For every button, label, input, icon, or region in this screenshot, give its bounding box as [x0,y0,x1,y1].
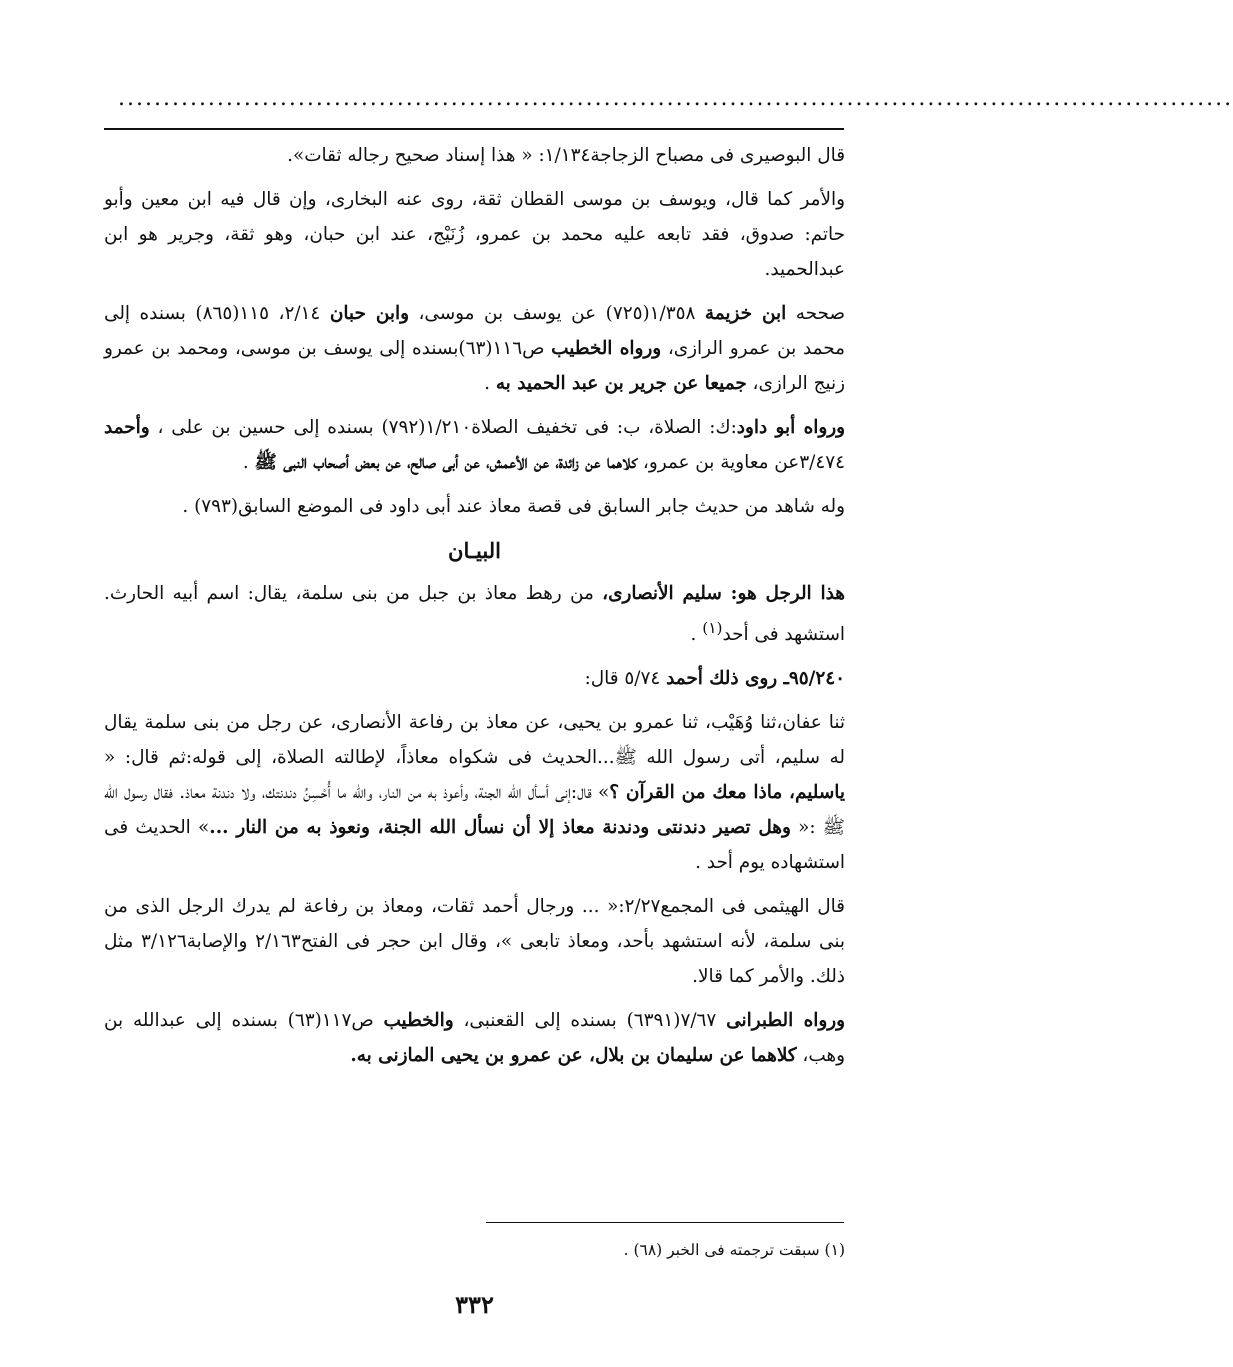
text-run: . [690,624,703,646]
text-run: من رهط معاذ بن جبل من بنى سلمة، يقال: اسم أبيه الحارث. استشهد فى أحد [104,583,845,646]
header-rule [104,128,844,130]
text-run: » الحديث فى استشهاده يوم أحد . [104,817,845,874]
paragraph [104,889,845,994]
section-title: البيـان [448,538,501,563]
text-run: ١/٣٥٨(٧٢٥) عن يوسف بن موسى، [409,303,705,324]
text-run: . [242,452,255,473]
bold-text: ورواه الخطيب [551,338,662,359]
paragraph [104,182,845,287]
paragraph [104,296,845,401]
text-run: والأمر كما قال، ويوسف بن موسى القطان ثقة، روى عنه البخارى، وإن قال فيه ابن معين وأبو حاتم: صدوق، فقد تابعه عليه محمد بن عمرو، زُنَيْج، عند ابن حبان، وهو ثقة، وجرير هو ابن عبدالحميد. [104,189,845,280]
text-run: ص١١٦(٦٣)بسنده إلى يوسف بن موسى، ومحمد بن عمرو زنيج الرازى، [104,338,845,394]
bold-text: ورواه الطبرانى [726,1010,845,1032]
paragraph [104,410,845,480]
bold-text: ياسليم، ماذا معك من القرآن ؟ [609,782,845,804]
bold-text: والخطيب [383,1010,454,1032]
text-run: :ك: الصلاة، ب: فى تخفيف الصلاة١/٢١٠(٧٩٢) بسنده إلى حسين بن على ، [149,417,737,438]
bold-text: كلاهما عن سليمان بن بلال، عن عمرو بن يحيى المازنى به. [350,1045,797,1067]
text-run: ٥/٧٤ قال: [584,668,667,690]
busiri-quote: قال البوصيرى فى مصباح الزجاجة١/١٣٤: « هذا إسناد صحيح رجاله ثقات». [287,145,845,166]
text-run: ص١١٧(٦٣) بسنده إلى عبدالله بن وهب، [104,1010,845,1067]
bold-text: ورواه أبو داود [736,417,845,438]
text-run: ٧/٦٧(٦٣٩١) بسنده إلى القعنبى، [453,1010,727,1032]
bold-text: جميعا عن جرير بن عبد الحميد به [495,373,747,394]
bold-text: هذا الرجل هو: سليم الأنصارى، [602,583,846,604]
page-number: ٣٣٢ [455,1290,494,1319]
paragraph [104,489,845,524]
footnote: (١) سبقت ترجمته فى الخبر (٦٨) . [623,1241,845,1259]
footnote-marker: (١) [702,619,723,637]
bold-text: ٩٥/٢٤٠ـ روى ذلك أحمد [666,668,845,690]
hadith-text [104,705,845,880]
bold-text: ابن خزيمة [704,303,787,324]
header-dots: ............................................................................................................................ [118,86,1233,111]
text-run: صححه [786,303,845,324]
bold-text: وأحمد [104,417,150,438]
text-run: ثنا عفان،ثنا وُهَيْب، ثنا عمرو بن يحيى، عن معاذ بن رفاعة الأنصارى، عن رجل من بنى سلمة يقال له سليم، أتى رسول الله ﷺ...الحديث فى شكواه معاذاً، لإطالته الصلاة، إلى قوله:ثم قال: « [104,712,845,769]
bayan-paragraph [104,576,845,652]
text-run: وله شاهد من حديث جابر السابق فى قصة معاذ عند أبى داود فى الموضع السابق(٧٩٣) . [182,496,845,517]
footnote-rule [486,1222,844,1223]
bold-text: كلاهما عن زائدة، عن الأعمش، عن أبى صالح، عن بعض أصحاب النبى ﷺ [254,452,638,473]
hadith-heading [104,661,845,696]
text-run: » قال:إنى أسأل الله الجنة، وأعوذ به من النار، والله ما أُحْسِنُ دندنتك، ولا دندنة معاذ. فقال رسول الله ﷺ :« [104,782,845,839]
bold-text: وابن حبان [329,303,409,324]
text-run: ٣/٤٧٤عن معاوية بن عمرو، [637,452,845,473]
bold-text: وهل تصير دندنتى ودندنة معاذ إلا أن نسأل الله الجنة، ونعوذ به من النار ... [209,817,791,839]
text-run: ٢/١٤، ١١٥(٨٦٥) بسنده إلى محمد بن عمرو الرازى، [104,303,845,359]
text-run: . [484,373,496,394]
page-body [104,138,845,1082]
text-run: قال الهيثمى فى المجمع٢/٢٧:« ... ورجال أحمد ثقات، ومعاذ بن رفاعة لم يدرك الرجل الذى من بنى سلمة، لأنه استشهد بأحد، ومعاذ تابعى »، وقال ابن حجر فى الفتح٢/١٦٣ والإصابة٣/١٢٦ مثل ذلك. والأمر كما قالا. [104,896,845,988]
paragraph [104,1003,845,1073]
